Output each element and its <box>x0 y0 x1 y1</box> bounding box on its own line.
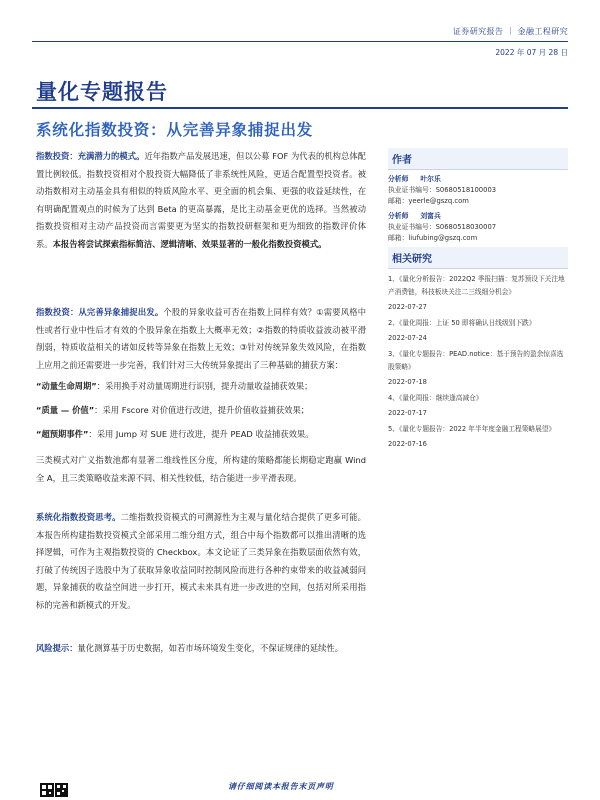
analyst-2 <box>388 211 568 244</box>
p5-text: 量化测算基于历史数据，如若市场环境发生变化，不保证规律的延续性。 <box>77 643 344 653</box>
analyst-2-role: 分析师 <box>388 212 409 220</box>
report-type-heading: 量化专题报告 <box>36 79 168 104</box>
analyst-1-role: 分析师 <box>388 175 409 183</box>
p1-bold: 本报告将尝试探索指标简洁、逻辑清晰、效果显著的一般化指数投资模式。 <box>52 238 327 249</box>
analyst-1-name: 叶尔乐 <box>420 175 441 183</box>
summary-paragraph-1 <box>36 148 366 254</box>
bullet-surprise-event <box>36 426 366 443</box>
related-item[interactable]: 5、《量化专题报告：2022 年半年度金融工程策略展望》 <box>388 425 556 433</box>
p5-label: 风险提示： <box>36 643 78 653</box>
b3-label: “超预期事件” <box>36 429 89 439</box>
qr-code-icon <box>40 783 68 797</box>
analyst-1-email[interactable]: 邮箱：yeerle@gszq.com <box>388 197 469 205</box>
related-heading: 相关研究 <box>388 247 568 269</box>
p1-text: 近年指数产品发展迅速，但以公募 FOF 为代表的机构总体配置比例较低。指数投资相对个股投资大幅降低了非系统性风险，更适合配置型投资者。被动指数相对主动基金具有相似的特质风险水平、更全面的机会集、更强的收益延续性，在有明确配置观点的时候为了达到 Beta 的更高暴露，是比主动基金更优的选择。当然被动指数投资相对主动产品投资而言需要更为坚实的指数投研框架和更为细致的指数评价体系。 <box>36 151 366 249</box>
summary-paragraph-3 <box>36 452 366 487</box>
title-rule <box>32 107 568 109</box>
bullet-momentum <box>36 378 366 395</box>
report-category-text: 证券研究报告 ｜ 金融工程研究 <box>452 27 568 36</box>
analyst-2-name: 刘富兵 <box>420 212 441 220</box>
report-category <box>453 26 568 37</box>
b2-text: ：采用 Fscore 对价值进行改进，提升价值收益捕获效果； <box>94 405 310 415</box>
analyst-2-email[interactable]: 邮箱：liufubing@gszq.com <box>388 234 478 242</box>
summary-paragraph-4 <box>36 509 366 615</box>
related-research <box>388 247 568 450</box>
report-title: 系统化指数投资：从完善异象捕捉出发 <box>36 120 314 139</box>
summary-paragraph-2 <box>36 304 366 374</box>
related-item-date: 2022-07-17 <box>388 409 427 417</box>
related-item-date: 2022-07-27 <box>388 303 427 311</box>
b2-label: “质量 — 价值” <box>36 405 95 415</box>
p3-text: 三类模式对广义指数池都有显著二维线性区分度，所构建的策略都能长期稳定跑赢 Wind 全 A，且三类策略收益来源不同、相关性较低，结合能进一步平滑表现。 <box>36 455 366 483</box>
authors-heading: 作者 <box>388 148 568 170</box>
report-date: 2022 年 07 月 28 日 <box>495 48 568 57</box>
related-item-date: 2022-07-24 <box>388 334 427 342</box>
sidebar <box>388 148 568 450</box>
b1-text: ：采用换手对动量周期进行识别，提升动量收益捕获效果； <box>96 381 313 391</box>
analyst-2-cert: 执业证书编号：S0680518030007 <box>388 223 497 231</box>
related-item[interactable]: 3、《量化专题报告：PEAD.notice：基于预告的盈余惊喜选股策略》 <box>388 350 564 371</box>
p4-label: 系统化指数投资思考。 <box>36 512 121 522</box>
related-item-date: 2022-07-18 <box>388 378 427 386</box>
risk-warning <box>36 640 366 658</box>
b3-text: ：采用 Jump 对 SUE 进行改进，提升 PEAD 收益捕获效果。 <box>88 429 314 439</box>
header-rule <box>32 41 568 42</box>
b1-label: “动量生命周期” <box>36 381 97 391</box>
footer-disclaimer: 请仔细阅读本报告末页声明 <box>228 782 334 791</box>
p4-text: 二维指数投资模式的可溯源性为主观与量化结合提供了更多可能。本报告所构建指数投资模式全部采用二维分组方式，组合中每个指数都可以推出清晰的选择逻辑，可作为主观指数投资的 Checkbox。本文论证了三类异象在指数层面依然有效，打破了传统因子选股中为了获取异象收益同时控制风险而进行各种约束带来的收益减弱问题，异象捕获的收益空间进一步打开，模式未来具有进一步改进的空间，包括对所采用指标的完善和新模式的开发。 <box>36 512 366 610</box>
p2-text: 个股的异象收益可否在指数上同样有效？①需要风格中性或者行业中性后才有效的个股异象在指数上大概率无效；②指数的特质收益波动被平滑削弱，特质收益相关的诸如反转等异象在指数上无效；③针对传统异象失效风险，在指数上应用之前还需要进一步完善，我们针对三大传统异象提出了三种基础的捕获方案： <box>36 307 366 370</box>
related-item[interactable]: 1、《量化分析报告：2022Q2 季报扫描：复苏预设下关注地产消费链，科技板块关注二三线细分机会》 <box>388 275 565 296</box>
p1-label: 指数投资：充满潜力的模式。 <box>36 151 145 161</box>
bullet-quality-value <box>36 402 366 419</box>
p2-label: 指数投资：从完善异象捕捉出发。 <box>36 307 164 317</box>
analyst-1 <box>388 174 568 207</box>
related-item[interactable]: 2、《量化周报：上证 50 即将确认日线级别下跌》 <box>388 319 536 327</box>
analyst-1-cert: 执业证书编号：S0680518100003 <box>388 186 497 194</box>
related-item-date: 2022-07-16 <box>388 440 427 448</box>
related-item[interactable]: 4、《量化周报：继续逢高减仓》 <box>388 394 483 402</box>
